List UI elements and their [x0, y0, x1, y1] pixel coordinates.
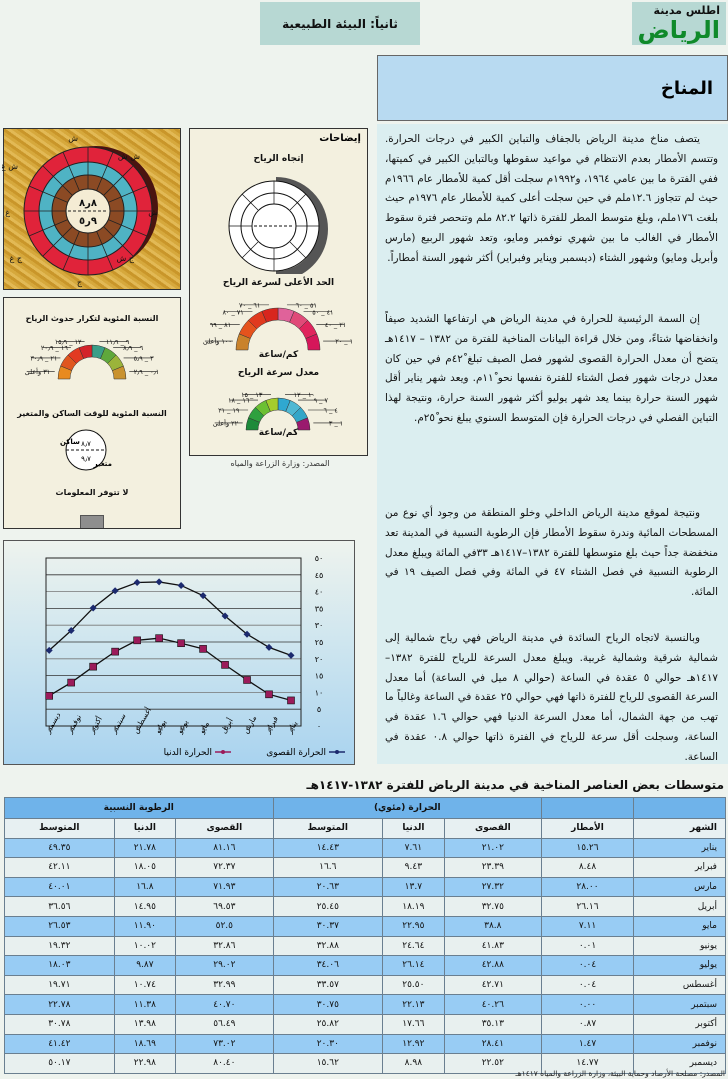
scale-label: ٧ _ ٩: [313, 396, 329, 405]
value-cell: ٢١.٠٢: [444, 838, 541, 858]
table-row: [5, 858, 726, 878]
scale-label: ١٢ _ ١٥٫٩: [54, 338, 82, 347]
min-temp-point: [288, 697, 295, 704]
logo-line-1: اطلس مدينة: [653, 4, 720, 17]
scale-label: ٤ _ ٦: [323, 406, 338, 415]
table-row: [5, 877, 726, 897]
month-cell: مارس: [634, 877, 726, 897]
value-cell: ١١.٣٨: [114, 995, 176, 1015]
wind-rose-calm-value: ٨ر٨: [79, 198, 97, 209]
min-temp-point: [90, 663, 97, 670]
paragraph-temperature: إن السمة الرئيسية للحرارة في مدينة الرياض هي ارتفاعها الشديد صيفاً وانخفاضها شتاءً، ومن خلال قراءة البيانات المناخية للفترة من ١٣٨٢ – ١٤١٧هـ يتضح أن معدل الحرارة القصوى لشهور فصل الصيف تبلغ ٤٢ْم في حين كان معدل درجات شهور فصل الشتاء للفترة نفسها نحو ١١ْم. ويعد شهر يناير أقل شهور السنة حرارة بينما يعد شهر يوليو أكثر شهور السنة حرارة، ونتيجة لهذا التباين الفصلي في درجات الحرارة فإن المتوسط السنوي يبلغ نحو ٢٥ْم.: [385, 313, 718, 424]
value-cell: ١٠.٠٢: [114, 936, 176, 956]
value-cell: ٢٧.٣٢: [444, 877, 541, 897]
value-cell: ١٤.٤٣: [273, 838, 383, 858]
no-data-swatch: [80, 515, 104, 529]
value-cell: ٥٢.٥: [176, 916, 273, 936]
month-cell: مايو: [634, 916, 726, 936]
page-title: المناخ: [377, 55, 728, 121]
calm-variable-diagram: [4, 418, 180, 478]
month-cell: أبريل: [634, 897, 726, 917]
value-cell: ٥٠.١٧: [5, 1054, 115, 1074]
value-cell: ١.٤٧: [542, 1034, 634, 1054]
scale-label: ٥١ _ ٦٠: [295, 301, 317, 310]
table-column-header: الدنيا: [114, 819, 176, 839]
value-cell: ١٩.٧١: [5, 975, 115, 995]
month-cell: سبتمبر: [634, 995, 726, 1015]
month-cell: فبراير: [634, 858, 726, 878]
value-cell: ٢٢.٥٢: [444, 1054, 541, 1074]
value-cell: ٣٠.٧٥: [273, 995, 383, 1015]
min-temp-point: [222, 661, 229, 668]
section-heading: ثانياً: البيئة الطبيعية: [260, 2, 420, 45]
month-cell: أكتوبر: [634, 1014, 726, 1034]
value-cell: ٢٢.٩٨: [114, 1054, 176, 1074]
variable-percent: ٩٫٧: [81, 455, 91, 463]
value-cell: ٨١.١٦: [176, 838, 273, 858]
value-cell: ٢٣.٣٩: [444, 858, 541, 878]
value-cell: ٤١.٤٢: [5, 1034, 115, 1054]
series-line-min-temp: [49, 638, 291, 700]
paragraph-wind: وبالنسبة لاتجاه الرياح السائدة في مدينة الرياض فهي رياح شمالية إلى شمالية شرقية وشمالية غربية. ويبلغ معدل السرعة للرياح للفترة ١٣٨٢– ١٤١٧هـ حوالي ٥ عقدة في الساعة (حوالي ٨ ميل في الساعة) أما معدل السرعة القصوى للرياح للفترة ذاتها فهي حوالي ٢٥ عقدة في الساعة وغالباً ما تهب من جهة الشمال، أما معدل السرعة الدنيا فهي حوالي ١.٦ عقدة في الساعة، وسجلت أقل سرعة للرياح في الفترة ذاتها حوالي ٠.٨ عقدة في الساعة.: [385, 632, 719, 763]
value-cell: ١٦.٦: [273, 858, 383, 878]
value-cell: ١٠.٧٤: [114, 975, 176, 995]
value-cell: ١٣.٩٨: [114, 1014, 176, 1034]
table-row: [5, 975, 726, 995]
scale-label: ٦١ _ ٧٠: [239, 301, 261, 310]
y-tick-label: ٢٥: [314, 638, 324, 647]
frequency-scale: [4, 323, 180, 383]
table-column-header: القصوى: [444, 819, 541, 839]
value-cell: ٧٢.٣٧: [176, 858, 273, 878]
y-tick-label: ٢٠: [314, 654, 324, 664]
table-row: [5, 1014, 726, 1034]
wind-rose-graphic: [2, 129, 180, 291]
table-column-header: الشهر: [634, 819, 726, 839]
max-temp-point: [156, 578, 163, 585]
scale-label: ٨١ _ ٩٩: [209, 320, 232, 329]
value-cell: ٠.٠٠: [542, 995, 634, 1015]
scale-label: ٢١ _ ٣٠٫٩: [30, 354, 58, 363]
value-cell: ٢١.٧٨: [114, 838, 176, 858]
value-cell: ١٥.٦٢: [273, 1054, 383, 1074]
value-cell: ٣٢.٧٥: [444, 897, 541, 917]
scale-label: ٣١ وأعلى: [24, 368, 51, 377]
y-tick-label: ٣٠: [314, 621, 324, 631]
x-tick-label: أغسطس: [131, 705, 154, 735]
value-cell: ٤٠.٠١: [5, 877, 115, 897]
body-text-column: [377, 124, 728, 764]
y-tick-label: ٤٠: [314, 587, 324, 597]
table-column-header: الأمطار: [542, 819, 634, 839]
table-group-temperature: الحرارة (مئوي): [273, 798, 541, 819]
value-cell: ٠.٠٤: [542, 956, 634, 976]
direction-label-east: ش: [148, 208, 158, 217]
month-cell: يونيو: [634, 936, 726, 956]
direction-label-northeast: ش ش: [117, 152, 140, 161]
table-row: [5, 1034, 726, 1054]
y-tick-label: ٥٠: [314, 554, 324, 563]
y-tick-label: ٠: [316, 722, 322, 731]
frequency-title: النسبة المئوية لتكرار حدوث الرياح: [25, 314, 159, 323]
value-cell: ٢٠.٣٠: [273, 1034, 383, 1054]
direction-label-south: ج: [76, 278, 82, 287]
value-cell: ٤٠.٧٠: [176, 995, 273, 1015]
month-cell: يوليو: [634, 956, 726, 976]
value-cell: ٤٢.١١: [5, 858, 115, 878]
max-speed-unit: كم/ساعة: [258, 350, 299, 360]
value-cell: ١٣.٧: [383, 877, 445, 897]
value-cell: ٢٥.٤٥: [273, 897, 383, 917]
value-cell: ٢٢.١٣: [383, 995, 445, 1015]
scale-label: ١ _ ٣: [328, 419, 344, 428]
max-speed-scale: [190, 288, 367, 358]
direction-label-west: غ: [5, 208, 10, 217]
wind-direction-diagram: [190, 164, 367, 274]
value-cell: ٢٢.٩٥: [383, 916, 445, 936]
value-cell: ٠.٠١: [542, 936, 634, 956]
month-cell: يناير: [634, 838, 726, 858]
paragraph-rainfall: يتصف مناخ مدينة الرياض بالجفاف والتباين الكبير في درجات الحرارة. وتتسم الأمطار بعدم الانتظام في مواعيد سقوطها وبالتباين الكبير في كميتها، ففي الفترة ما بين عامي ١٩٦٤، و١٩٩٢م سجلت أقل كمية للأمطار عام ١٩٦٦م حيث لم تتجاوز ١٢.٦ملم في حين سجلت أعلى كمية للأمطار عام ١٩٧٦م حيث بلغت ١٧٦ملم، وبلغ متوسط المطر للفترة ذاتها ٨٢.٢ ملم وتنحصر فترة سقوط الأمطار في الغالب ما بين شهري نوفمبر ومايو، وتعد شهور الربيع (مارس وأبريل ومايو) وشهور الشتاء (ديسمبر ويناير وفبراير) أكثر شهور السنة أمطاراً.: [385, 133, 719, 264]
x-tick-label: يناير: [284, 719, 300, 735]
value-cell: ١٨.٠٣: [5, 956, 115, 976]
value-cell: ١٨.١٩: [383, 897, 445, 917]
table-row: [5, 936, 726, 956]
scale-label: ١ _ ٢٠: [335, 337, 354, 346]
value-cell: ٧.٦١: [383, 838, 445, 858]
x-tick-label: يوليو: [153, 718, 169, 735]
value-cell: ٢٥.٨٢: [273, 1014, 383, 1034]
legend-label-min: الحرارة الدنيا: [163, 748, 212, 758]
month-cell: نوفمبر: [634, 1034, 726, 1054]
value-cell: ٣٣.٥٧: [273, 975, 383, 995]
direction-label-northwest: ش غ: [2, 162, 18, 171]
value-cell: ٣٨.٨: [444, 916, 541, 936]
value-cell: ١٨.٠٥: [114, 858, 176, 878]
value-cell: ٣٥.١٣: [444, 1014, 541, 1034]
temperature-chart: [3, 540, 355, 765]
value-cell: ١٨.٦٩: [114, 1034, 176, 1054]
table-column-header: الدنيا: [383, 819, 445, 839]
scale-label: ٢١ _ ٤٠: [324, 320, 347, 329]
value-cell: ٢٨.٤١: [444, 1034, 541, 1054]
y-tick-label: ٣٥: [314, 604, 324, 614]
value-cell: ١٩.٣٢: [5, 936, 115, 956]
value-cell: ٣٠.٧٨: [5, 1014, 115, 1034]
value-cell: ٤٩.٣٥: [5, 838, 115, 858]
value-cell: ٢٠.٦٣: [273, 877, 383, 897]
scale-label: ٧١ _ ٨٠: [222, 308, 244, 317]
table-row: [5, 995, 726, 1015]
min-temp-point: [68, 679, 75, 686]
value-cell: ٧١.٩٣: [176, 877, 273, 897]
y-tick-label: ١٥: [314, 671, 324, 681]
table-group-empty-2: [542, 798, 634, 819]
x-tick-label: مايو: [197, 719, 211, 735]
x-tick-label: أبريل: [218, 716, 235, 735]
value-cell: ٢٦.٥٣: [5, 916, 115, 936]
value-cell: ٢٩.٠٢: [176, 956, 273, 976]
climate-table: [4, 797, 726, 1074]
min-temp-point: [112, 648, 119, 655]
table-title: متوسطات بعض العناصر المناخية في مدينة الرياض للفترة ١٣٨٢-١٤١٧هـ: [306, 778, 724, 792]
x-tick-label: يونيو: [175, 718, 190, 735]
value-cell: ٣٢.٨٨: [273, 936, 383, 956]
value-cell: ١١.٩٠: [114, 916, 176, 936]
direction-label-north: ش: [68, 134, 78, 143]
x-tick-label: نوفمبر: [65, 712, 84, 735]
table-column-header: المتوسط: [5, 819, 115, 839]
scale-label: ٦ _ ٨٫٩: [123, 343, 144, 352]
table-row: [5, 838, 726, 858]
variable-label: متغير: [93, 460, 112, 468]
value-cell: ٣٤.٠٦: [273, 956, 383, 976]
wind-direction-title: إتجاه الرياح: [253, 154, 304, 164]
min-temp-point: [178, 640, 185, 647]
value-cell: ٨.٤٨: [542, 858, 634, 878]
avg-speed-title: معدل سرعة الرياح: [237, 368, 320, 378]
value-cell: ٩.٤٣: [383, 858, 445, 878]
table-group-humidity: الرطوبة النسبية: [5, 798, 274, 819]
table-row: [5, 916, 726, 936]
scale-label: ٠٫١ _ ٢٫٩: [133, 368, 160, 377]
x-tick-label: فبراير: [262, 714, 280, 735]
series-line-max-temp: [49, 582, 291, 655]
value-cell: ٦٩.٥٣: [176, 897, 273, 917]
value-cell: ٣٢.٨٦: [176, 936, 273, 956]
value-cell: ٣٠.٣٧: [273, 916, 383, 936]
y-tick-label: ٥: [316, 705, 322, 715]
calm-label: ساكن: [60, 438, 80, 446]
chart-legend: [164, 748, 345, 758]
avg-speed-scale: [190, 378, 367, 434]
atlas-logo: [632, 2, 726, 45]
scale-label: ١٣ _ ١٥: [240, 391, 263, 400]
max-temp-point: [266, 644, 273, 651]
min-temp-point: [244, 676, 251, 683]
scale-label: ١٠ _ ١٢: [293, 391, 316, 400]
frequency-legend-panel: [3, 297, 181, 529]
min-temp-point: [266, 691, 273, 698]
no-data-label: لا تتوفر المعلومات: [55, 488, 129, 497]
max-temp-point: [134, 579, 141, 586]
min-temp-point: [134, 637, 141, 644]
value-cell: ١٢.٩٢: [383, 1034, 445, 1054]
value-cell: ٤٢.٧١: [444, 975, 541, 995]
value-cell: ٢٥.٥٠: [383, 975, 445, 995]
scale-label: ١٦ _ ٢٠٫٩: [40, 343, 68, 352]
table-column-header: القصوى: [176, 819, 273, 839]
value-cell: ٣٦.٥٦: [5, 897, 115, 917]
value-cell: ٢٢.٧٨: [5, 995, 115, 1015]
x-tick-label: سبتمبر: [109, 711, 128, 735]
x-tick-label: مارس: [240, 713, 259, 735]
direction-label-southwest: ج غ: [9, 254, 22, 263]
value-cell: ٢٤.٦٤: [383, 936, 445, 956]
legend-panel: [189, 128, 368, 456]
max-speed-title: الحد الأعلى لسرعة الرياح: [222, 278, 335, 288]
scale-label: ٤١ _ ٥٠: [312, 308, 334, 317]
value-cell: ٨.٩٨: [383, 1054, 445, 1074]
table-row: [5, 897, 726, 917]
value-cell: ٤١.٨٣: [444, 936, 541, 956]
min-temp-point: [156, 635, 163, 642]
scale-label: ٩ _ ١١٫٩: [105, 338, 130, 347]
y-tick-label: ١٠: [314, 688, 324, 698]
month-cell: ديسمبر: [634, 1054, 726, 1074]
scale-label: ١٠٠ وأعلى: [202, 337, 232, 346]
value-cell: ٢٨.٠٠: [542, 877, 634, 897]
value-cell: ٣٢.٩٩: [176, 975, 273, 995]
x-tick-label: أكتوبر: [87, 714, 104, 735]
wind-rose-variable-value: ٩ر٥: [79, 216, 97, 227]
min-temp-point: [46, 692, 53, 699]
legend-label-max: الحرارة القصوى: [266, 748, 326, 758]
value-cell: ١٥.٢٦: [542, 838, 634, 858]
value-cell: ٨٠.٤٠: [176, 1054, 273, 1074]
value-cell: ١٤.٧٧: [542, 1054, 634, 1074]
value-cell: ٤٠.٢٦: [444, 995, 541, 1015]
month-cell: أغسطس: [634, 975, 726, 995]
value-cell: ٩.٨٧: [114, 956, 176, 976]
temperature-chart-plot: [2, 541, 354, 766]
value-cell: ٧٣.٠٢: [176, 1034, 273, 1054]
value-cell: ٠.٠٤: [542, 975, 634, 995]
calm-percent: ٨٫٧: [81, 440, 91, 448]
table-column-header: المتوسط: [273, 819, 383, 839]
value-cell: ٠.٨٧: [542, 1014, 634, 1034]
scale-label: ١٦ _ ١٨: [227, 396, 250, 405]
legend-title: إيضاحات: [319, 133, 361, 144]
scale-label: ٢٢ وأعلى: [212, 419, 239, 428]
scale-label: ١٩ _ ٢١: [218, 406, 240, 415]
paragraph-humidity: ونتيجة لموقع مدينة الرياض الداخلي وخلو المنطقة من وجود أي نوع من المسطحات المائية وندرة سقوط الأمطار فإن الرطوبة النسبية في المدينة تعد منخفضة جداً حيث بلغ متوسطها للفترة ١٣٨٢–١٤١٧هـ ٣٣في المائة ويبلغ معدل الرطوبة النسبية في فصل الشتاء ٤٧ في المائة وفي فصل الصيف ١٩ في المائة.: [385, 507, 719, 599]
avg-speed-unit: كم/ساعة: [258, 428, 299, 438]
min-temp-point: [200, 645, 207, 652]
value-cell: ٢٦.١٤: [383, 956, 445, 976]
value-cell: ٢٦.١٦: [542, 897, 634, 917]
max-temp-point: [288, 652, 295, 659]
logo-line-2: الرياض: [637, 16, 720, 44]
table-row: [5, 956, 726, 976]
value-cell: ١٦.٨: [114, 877, 176, 897]
diagram-source-note: المصدر: وزارة الزراعة والمياه: [230, 459, 330, 468]
direction-label-southeast: ج ش: [116, 254, 134, 263]
calm-variable-title: النسبة المئوية للوقت الساكن والمتغير: [17, 409, 167, 418]
x-tick-label: ديسمبر: [43, 710, 63, 735]
scale-label: ٣ _ ٥٫٩: [133, 354, 154, 363]
max-temp-point: [178, 582, 185, 589]
value-cell: ١٧.٦٦: [383, 1014, 445, 1034]
value-cell: ٥٦.٤٩: [176, 1014, 273, 1034]
value-cell: ٤٢.٨٨: [444, 956, 541, 976]
value-cell: ١٤.٩٥: [114, 897, 176, 917]
value-cell: ٧.١١: [542, 916, 634, 936]
table-source-note: المصدر: مصلحة الأرصاد وحماية البيئة، وزارة الزراعة والمياه ١٤١٧هـ: [515, 1069, 725, 1078]
y-tick-label: ٤٥: [314, 570, 324, 580]
table-group-empty: [634, 798, 726, 819]
wind-rose-diagram: [3, 128, 181, 290]
